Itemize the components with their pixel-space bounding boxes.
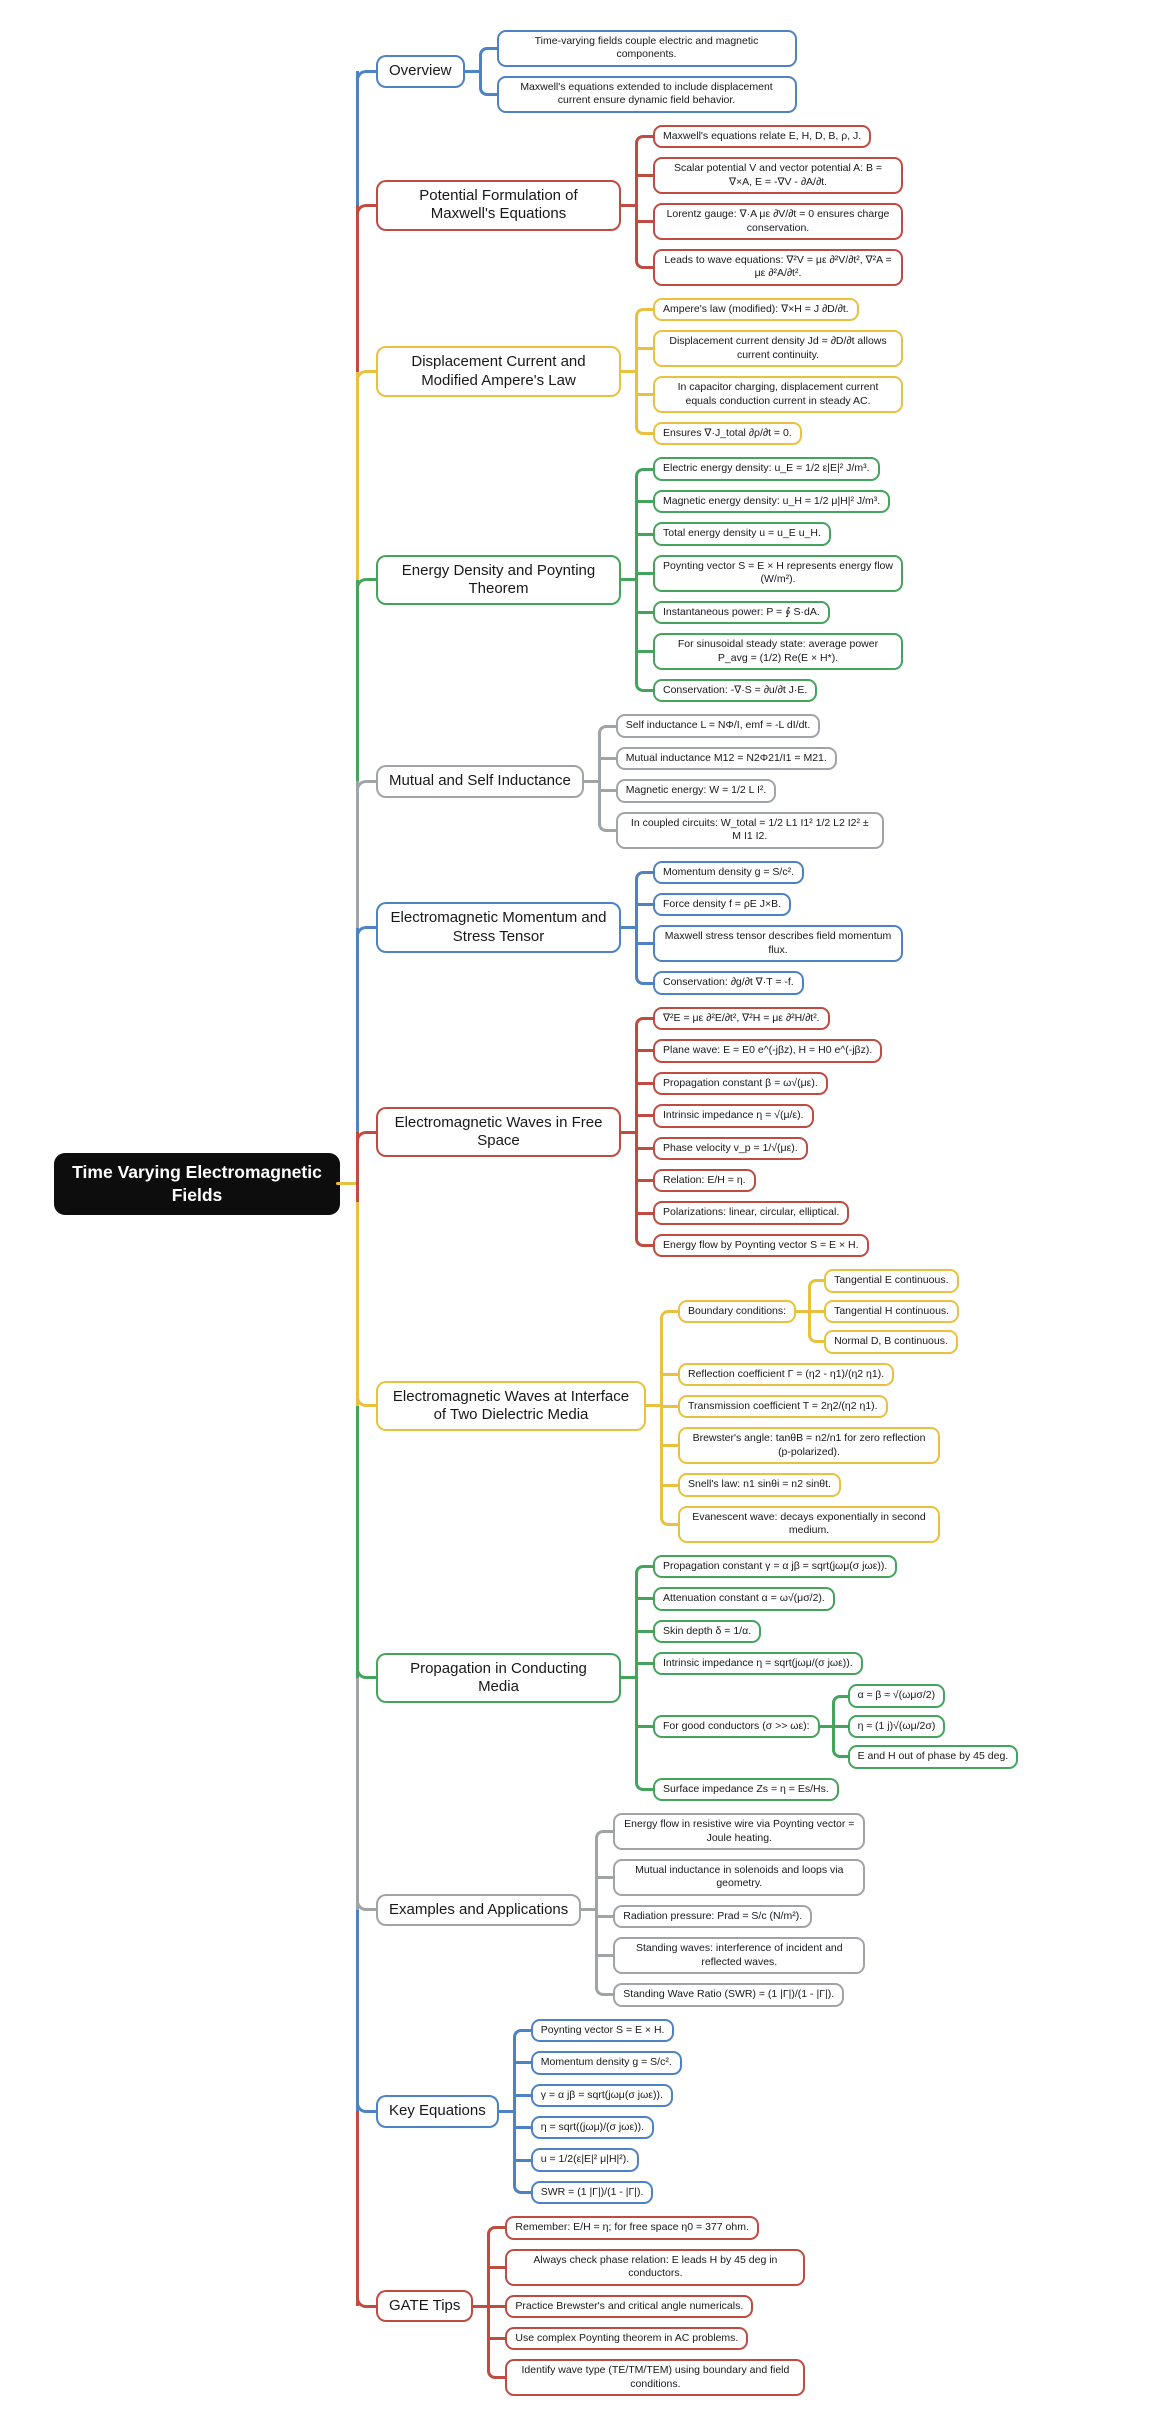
detail-node[interactable]: Radiation pressure: Prad = S/c (N/m²). — [613, 1905, 812, 1928]
detail-node[interactable]: For sinusoidal steady state: average power P_avg = (1/2) Re(E × H*). — [653, 633, 903, 670]
branch-examples-applications — [356, 1807, 1148, 2013]
child-node — [613, 1937, 865, 1974]
detail-node[interactable]: Momentum density g = S/c². — [653, 861, 804, 884]
child-node — [653, 249, 903, 286]
child-node — [653, 1234, 869, 1257]
detail-node[interactable]: In capacitor charging, displacement current equals conduction current in steady AC. — [653, 376, 903, 413]
children-group — [635, 119, 903, 292]
connector-root-stub — [336, 1182, 357, 1185]
detail-node[interactable]: Intrinsic impedance η = sqrt(jωμ/(σ jωε)). — [653, 1652, 863, 1675]
child-node — [613, 1905, 812, 1928]
branch-displacement-current — [356, 292, 1148, 452]
child-node — [678, 1363, 894, 1386]
connector-elbow — [356, 1895, 376, 1911]
detail-node[interactable]: Self inductance L = NΦ/I, emf = -L dI/dt. — [616, 714, 820, 737]
detail-node[interactable]: ∇²E = με ∂²E/∂t², ∇²H = με ∂²H/∂t². — [653, 1007, 830, 1030]
trunk-rail — [356, 2210, 376, 2402]
detail-node[interactable]: Mutual inductance in solenoids and loops via geometry. — [613, 1859, 865, 1896]
connector-elbow — [356, 204, 376, 220]
detail-node[interactable]: Tangential H continuous. — [824, 1300, 959, 1323]
detail-node[interactable]: Energy flow in resistive wire via Poynting vector = Joule heating. — [613, 1813, 865, 1850]
children-group — [598, 708, 884, 854]
connector-elbow — [356, 70, 376, 86]
topic-em-momentum[interactable]: Electromagnetic Momentum and Stress Tensor — [376, 902, 621, 953]
child-node — [653, 1652, 863, 1675]
child-node — [653, 1620, 761, 1643]
child-node — [613, 1983, 844, 2006]
detail-node[interactable]: Displacement current density Jd = ∂D/∂t allows current continuity. — [653, 330, 903, 367]
child-node — [678, 1473, 841, 1496]
detail-node[interactable]: γ = α jβ = sqrt(jωμ(σ jωε)). — [531, 2084, 673, 2107]
mindmap-branches — [356, 24, 1148, 2402]
detail-node[interactable]: Standing Wave Ratio (SWR) = (1 |Γ|)/(1 - |Γ|). — [613, 1983, 844, 2006]
child-node — [653, 203, 903, 240]
trunk-rail — [356, 24, 376, 119]
connector-elbow — [356, 370, 376, 386]
child-node — [653, 1778, 839, 1801]
child-node — [653, 422, 802, 445]
detail-node[interactable]: Electric energy density: u_E = 1/2 ε|E|² J/m³. — [653, 457, 880, 480]
detail-node[interactable]: Leads to wave equations: ∇²V = με ∂²V/∂t², ∇²A = με ∂²A/∂t². — [653, 249, 903, 286]
connector-stub — [820, 1725, 832, 1728]
connector-stub — [621, 370, 635, 373]
connector-stub — [621, 204, 635, 207]
topic-energy-density[interactable]: Energy Density and Poynting Theorem — [376, 555, 621, 606]
trunk-rail — [356, 451, 376, 708]
trunk-rail — [356, 2013, 376, 2211]
detail-node[interactable]: Poynting vector S = E × H represents energy flow (W/m²). — [653, 555, 903, 592]
child-node — [653, 1072, 828, 1095]
detail-node[interactable]: Instantaneous power: P = ∮ S·dA. — [653, 601, 830, 624]
connector-stub — [581, 1908, 595, 1911]
branch-potential-formulation — [356, 119, 1148, 292]
child-node — [653, 1587, 835, 1610]
child-node — [531, 2084, 673, 2107]
connector-stub — [621, 1676, 635, 1679]
detail-node[interactable]: Attenuation constant α = ω√(μσ/2). — [653, 1587, 835, 1610]
detail-node[interactable]: For good conductors (σ >> ωε): — [653, 1715, 820, 1738]
branch-em-momentum — [356, 855, 1148, 1001]
connector-elbow — [356, 578, 376, 594]
child-node — [678, 1427, 940, 1464]
topic-propagation-conducting[interactable]: Propagation in Conducting Media — [376, 1653, 621, 1704]
child-node — [505, 2249, 805, 2286]
detail-node[interactable]: Energy flow by Poynting vector S = E × H. — [653, 1234, 869, 1257]
detail-node[interactable]: Time-varying fields couple electric and magnetic components. — [497, 30, 797, 67]
branch-key-equations — [356, 2013, 1148, 2211]
detail-node[interactable]: α ≈ β ≈ √(ωμσ/2) — [848, 1684, 946, 1707]
topic-examples-applications[interactable]: Examples and Applications — [376, 1894, 581, 1926]
detail-node[interactable]: Maxwell's equations extended to include displacement current ensure dynamic field behavior. — [497, 76, 797, 113]
detail-node[interactable]: Phase velocity v_p = 1/√(με). — [653, 1137, 808, 1160]
child-node — [824, 1330, 958, 1353]
detail-node[interactable]: Remember: E/H = η; for free space η0 = 377 ohm. — [505, 2216, 758, 2239]
trunk-rail — [356, 1807, 376, 2013]
child-node — [505, 2359, 805, 2396]
child-node — [653, 1007, 830, 1030]
child-node — [531, 2116, 654, 2139]
connector-elbow — [356, 2292, 376, 2308]
detail-node[interactable]: Identify wave type (TE/TM/TEM) using boundary and field conditions. — [505, 2359, 805, 2396]
branch-energy-density — [356, 451, 1148, 708]
child-node — [653, 555, 903, 592]
detail-node[interactable]: Use complex Poynting theorem in AC problems. — [505, 2327, 748, 2350]
connector-stub — [621, 578, 635, 581]
children-group — [660, 1263, 959, 1548]
topic-em-waves-interface[interactable]: Electromagnetic Waves at Interface of Two Dielectric Media — [376, 1381, 646, 1432]
detail-node[interactable]: Scalar potential V and vector potential A: B = ∇×A, E = -∇V - ∂A/∂t. — [653, 157, 903, 194]
child-node — [653, 925, 903, 962]
child-node — [653, 601, 830, 624]
child-node — [616, 779, 777, 802]
detail-node[interactable]: Conservation: -∇·S = ∂u/∂t J·E. — [653, 679, 817, 702]
children-group — [635, 292, 903, 452]
child-node — [613, 1859, 865, 1896]
branch-gate-tips — [356, 2210, 1148, 2402]
detail-node[interactable]: Normal D, B continuous. — [824, 1330, 958, 1353]
children-group — [635, 1549, 1018, 1808]
connector-elbow — [356, 1663, 376, 1679]
child-node — [653, 893, 791, 916]
child-node — [653, 633, 903, 670]
trunk-rail — [356, 1001, 376, 1264]
children-group — [832, 1684, 1019, 1768]
children-group — [479, 24, 797, 119]
child-node — [824, 1269, 958, 1292]
detail-node[interactable]: Force density f = ρE J×B. — [653, 893, 791, 916]
child-node — [848, 1745, 1019, 1768]
detail-node[interactable]: Always check phase relation: E leads H by 45 deg in conductors. — [505, 2249, 805, 2286]
child-node — [848, 1715, 946, 1738]
detail-node[interactable]: Lorentz gauge: ∇·A με ∂V/∂t = 0 ensures charge conservation. — [653, 203, 903, 240]
branch-em-waves-interface — [356, 1263, 1148, 1548]
detail-node[interactable]: Conservation: ∂g/∂t ∇·T = -f. — [653, 971, 804, 994]
child-node — [653, 1137, 808, 1160]
detail-node[interactable]: η ≈ (1 j)√(ωμ/2σ) — [848, 1715, 946, 1738]
detail-node[interactable]: Brewster's angle: tanθB = n2/n1 for zero reflection (p-polarized). — [678, 1427, 940, 1464]
trunk-rail — [356, 1263, 376, 1548]
detail-node[interactable]: Evanescent wave: decays exponentially in second medium. — [678, 1506, 940, 1543]
detail-node[interactable]: In coupled circuits: W_total = 1/2 L1 I1² 1/2 L2 I2² ± M I1 I2. — [616, 812, 884, 849]
detail-node[interactable]: SWR = (1 |Γ|)/(1 - |Γ|). — [531, 2181, 654, 2204]
connector-stub — [796, 1310, 808, 1313]
child-node — [653, 522, 831, 545]
detail-node[interactable]: Plane wave: E = E0 e^(-jβz), H = H0 e^(-jβz). — [653, 1039, 882, 1062]
trunk-rail — [356, 708, 376, 854]
child-node — [531, 2181, 654, 2204]
detail-node[interactable]: Maxwell's equations relate E, H, D, B, ρ, J. — [653, 125, 871, 148]
child-node — [616, 812, 884, 849]
trunk-rail — [356, 119, 376, 292]
detail-node[interactable]: Polarizations: linear, circular, elliptical. — [653, 1201, 849, 1224]
branch-overview — [356, 24, 1148, 119]
connector-stub — [584, 780, 598, 783]
child-node — [653, 1039, 882, 1062]
detail-node[interactable]: Standing waves: interference of incident and reflected waves. — [613, 1937, 865, 1974]
connector-stub — [473, 2305, 487, 2308]
children-group — [487, 2210, 805, 2402]
detail-node[interactable]: Magnetic energy: W = 1/2 L I². — [616, 779, 777, 802]
detail-node[interactable]: Maxwell stress tensor describes field momentum flux. — [653, 925, 903, 962]
detail-node[interactable]: Mutual inductance M12 = N2Φ21/I1 = M21. — [616, 747, 837, 770]
topic-key-equations[interactable]: Key Equations — [376, 2095, 499, 2127]
connector-stub — [646, 1404, 660, 1407]
child-node — [653, 330, 903, 367]
child-node — [653, 376, 903, 413]
topic-mutual-self-inductance[interactable]: Mutual and Self Inductance — [376, 765, 584, 797]
detail-node[interactable]: Relation: E/H = η. — [653, 1169, 756, 1192]
detail-node[interactable]: Magnetic energy density: u_H = 1/2 μ|H|² J/m³. — [653, 490, 890, 513]
topic-potential-formulation[interactable]: Potential Formulation of Maxwell's Equations — [376, 180, 621, 231]
detail-node[interactable]: Practice Brewster's and critical angle numericals. — [505, 2295, 753, 2318]
topic-overview[interactable]: Overview — [376, 55, 465, 87]
detail-node[interactable]: η = sqrt((jωμ)/(σ jωε)). — [531, 2116, 654, 2139]
detail-node[interactable]: Reflection coefficient Γ = (η2 - η1)/(η2 η1). — [678, 1363, 894, 1386]
detail-node[interactable]: Skin depth δ = 1/α. — [653, 1620, 761, 1643]
connector-stub — [621, 1131, 635, 1134]
child-node — [653, 1104, 814, 1127]
root-node[interactable]: Time Varying Electromagnetic Fields — [54, 1153, 340, 1215]
topic-em-waves-free-space[interactable]: Electromagnetic Waves in Free Space — [376, 1107, 621, 1158]
children-group — [635, 1001, 882, 1264]
trunk-rail — [356, 1549, 376, 1808]
branch-em-waves-free-space — [356, 1001, 1148, 1264]
topic-gate-tips[interactable]: GATE Tips — [376, 2290, 473, 2322]
child-node — [653, 298, 859, 321]
child-node — [678, 1506, 940, 1543]
child-node — [497, 30, 797, 67]
detail-node[interactable]: Snell's law: n1 sinθi = n2 sinθt. — [678, 1473, 841, 1496]
child-node — [616, 714, 820, 737]
detail-node[interactable]: Transmission coefficient T = 2η2/(η2 η1). — [678, 1395, 888, 1418]
connector-elbow — [356, 1391, 376, 1407]
child-node — [653, 971, 804, 994]
detail-node[interactable]: Surface impedance Zs = η = Es/Hs. — [653, 1778, 839, 1801]
child-node — [653, 861, 804, 884]
branch-propagation-conducting — [356, 1549, 1148, 1808]
detail-node[interactable]: Ampere's law (modified): ∇×H = J ∂D/∂t. — [653, 298, 859, 321]
trunk-rail — [356, 855, 376, 1001]
child-node — [653, 1169, 756, 1192]
child-node — [505, 2216, 758, 2239]
children-group — [595, 1807, 865, 2013]
detail-node[interactable]: Intrinsic impedance η = √(μ/ε). — [653, 1104, 814, 1127]
child-node — [653, 679, 817, 702]
children-group — [513, 2013, 682, 2211]
child-node — [653, 157, 903, 194]
detail-node[interactable]: u = 1/2(ε|E|² μ|H|²). — [531, 2148, 639, 2171]
detail-node[interactable]: Total energy density u = u_E u_H. — [653, 522, 831, 545]
detail-node[interactable]: Propagation constant β = ω√(με). — [653, 1072, 828, 1095]
child-node — [531, 2148, 639, 2171]
children-group — [635, 451, 903, 708]
branch-mutual-self-inductance — [356, 708, 1148, 854]
connector-elbow — [356, 2097, 376, 2113]
trunk-rail — [356, 292, 376, 452]
children-group — [635, 855, 903, 1001]
connector-elbow — [356, 926, 376, 942]
detail-node[interactable]: Momentum density g = S/c². — [531, 2051, 682, 2074]
detail-node[interactable]: E and H out of phase by 45 deg. — [848, 1745, 1019, 1768]
detail-node[interactable]: Tangential E continuous. — [824, 1269, 958, 1292]
child-node — [848, 1684, 946, 1707]
child-node — [653, 1684, 1018, 1768]
connector-stub — [621, 926, 635, 929]
child-node — [653, 457, 880, 480]
child-node — [505, 2295, 753, 2318]
detail-node[interactable]: Ensures ∇·J_total ∂ρ/∂t = 0. — [653, 422, 802, 445]
child-node — [531, 2051, 682, 2074]
child-node — [531, 2019, 675, 2042]
topic-displacement-current[interactable]: Displacement Current and Modified Ampere's Law — [376, 346, 621, 397]
child-node — [653, 1201, 849, 1224]
child-node — [653, 125, 871, 148]
child-node — [497, 76, 797, 113]
connector-elbow — [356, 1131, 376, 1147]
connector-stub — [499, 2110, 513, 2113]
detail-node[interactable]: Boundary conditions: — [678, 1300, 796, 1323]
child-node — [678, 1269, 959, 1353]
child-node — [653, 1555, 897, 1578]
child-node — [653, 490, 890, 513]
connector-elbow — [356, 780, 376, 796]
child-node — [505, 2327, 748, 2350]
child-node — [613, 1813, 865, 1850]
connector-stub — [465, 70, 479, 73]
children-group — [808, 1269, 959, 1353]
child-node — [824, 1300, 959, 1323]
detail-node[interactable]: Poynting vector S = E × H. — [531, 2019, 675, 2042]
child-node — [678, 1395, 888, 1418]
detail-node[interactable]: Propagation constant γ = α jβ = sqrt(jωμ(σ jωε)). — [653, 1555, 897, 1578]
child-node — [616, 747, 837, 770]
